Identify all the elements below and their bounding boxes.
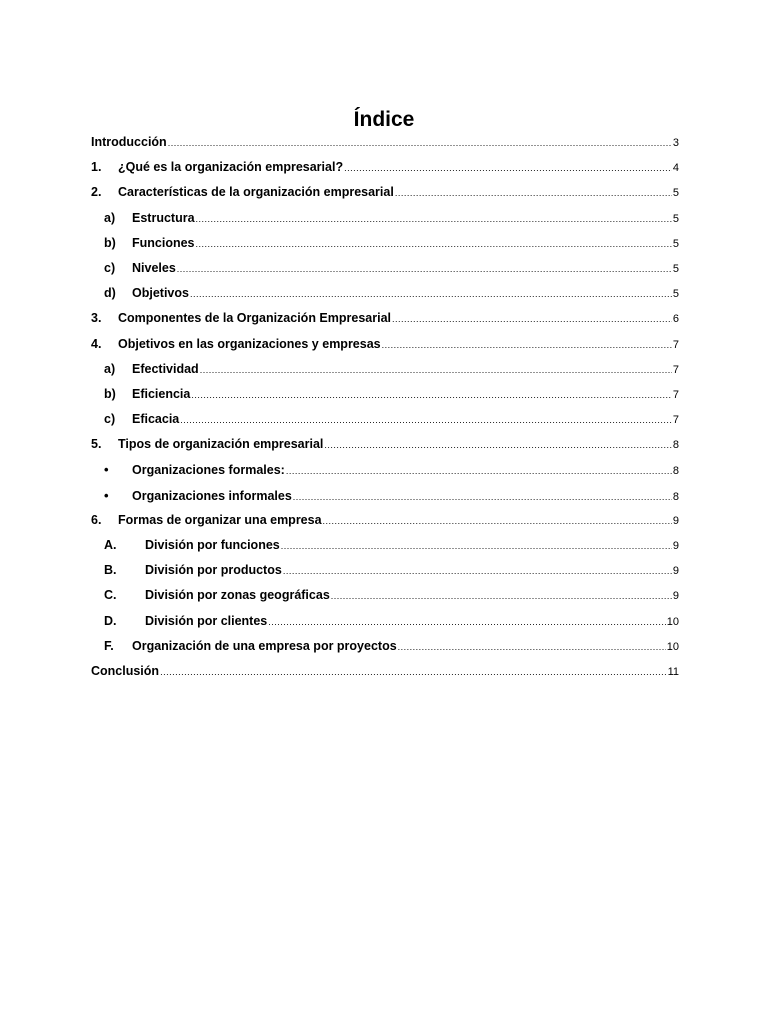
toc-entry-label: Tipos de organización empresarial (118, 437, 324, 452)
dot-leader (196, 206, 672, 232)
toc-entry-number: 5. (91, 437, 102, 452)
toc-page-number: 6 (672, 313, 679, 326)
dot-leader (190, 281, 672, 307)
toc-entry-number: F. (104, 638, 114, 653)
toc-entry-number: a) (104, 210, 116, 225)
toc-page-number: 9 (672, 540, 679, 552)
dot-leader (286, 458, 672, 484)
toc-page-number: 5 (672, 212, 679, 225)
toc-page-number: 7 (672, 338, 679, 351)
toc-entry-3[interactable] (91, 306, 679, 331)
dot-leader (395, 180, 672, 206)
toc-entry-4c[interactable] (91, 407, 679, 432)
toc-entry-number: a) (104, 361, 116, 376)
toc-entry-conclusion[interactable] (91, 659, 679, 684)
toc-entry-label: Formas de organizar una empresa (118, 512, 322, 527)
toc-entry-4a[interactable] (91, 357, 679, 382)
toc-entry-number: c) (104, 260, 116, 275)
toc-entry-label: Eficacia (132, 412, 180, 427)
toc-page-number: 8 (672, 490, 679, 503)
toc-entry-label: División por productos (145, 563, 282, 578)
toc-entry-6a[interactable] (91, 533, 679, 558)
toc-entry-5[interactable] (91, 432, 679, 457)
toc-entry-label: ¿Qué es la organización empresarial? (118, 160, 344, 175)
toc-page-number: 5 (672, 187, 679, 200)
toc-entry-label: Niveles (132, 260, 176, 275)
toc-page-number: 5 (672, 262, 679, 275)
toc-entry-number: b) (104, 386, 116, 401)
toc-entry-label: División por funciones (145, 538, 280, 552)
toc-entry-number: b) (104, 235, 116, 250)
toc-entry-6c[interactable] (91, 583, 679, 608)
toc-entry-2d[interactable] (91, 281, 679, 306)
toc-page-number: 5 (672, 237, 679, 250)
toc-entry-2c[interactable] (91, 256, 679, 281)
toc-entry-2a[interactable] (91, 206, 679, 231)
dot-leader (168, 130, 672, 156)
toc-entry-introduccion[interactable] (91, 130, 679, 155)
toc-entry-label: División por clientes (145, 613, 268, 628)
toc-page-number: 7 (672, 388, 679, 401)
toc-page-number: 3 (672, 137, 679, 149)
toc-page-number: 10 (666, 640, 679, 653)
dot-leader (281, 533, 672, 559)
toc-entry-6b[interactable] (91, 558, 679, 583)
table-of-contents (91, 130, 679, 684)
dot-leader (331, 583, 672, 609)
dot-leader (293, 484, 672, 510)
bullet-icon: • (104, 487, 109, 503)
toc-entry-1[interactable] (91, 155, 679, 180)
toc-entry-number: 4. (91, 336, 102, 351)
dot-leader (196, 231, 672, 257)
toc-page-number: 9 (672, 565, 679, 578)
dot-leader (382, 332, 672, 358)
toc-entry-number: C. (104, 588, 117, 603)
toc-entry-label: Estructura (132, 210, 195, 225)
toc-entry-label: Organizaciones formales: (132, 463, 285, 478)
toc-page-number: 4 (672, 162, 679, 175)
toc-entry-number: D. (104, 613, 117, 628)
toc-entry-number: 1. (91, 160, 102, 175)
toc-entry-number: 3. (91, 311, 102, 326)
dot-leader (180, 407, 672, 433)
toc-entry-5-bullet-1[interactable] (91, 457, 679, 482)
toc-entry-2b[interactable] (91, 231, 679, 256)
toc-entry-6[interactable] (91, 508, 679, 533)
dot-leader (323, 508, 672, 534)
toc-page-number: 9 (672, 590, 679, 603)
toc-entry-number: c) (104, 412, 116, 427)
toc-entry-6d[interactable] (91, 609, 679, 634)
toc-page-number: 8 (672, 465, 679, 478)
toc-entry-label: Efectividad (132, 361, 199, 376)
dot-leader (200, 357, 672, 383)
toc-entry-label: Eficiencia (132, 386, 191, 401)
toc-entry-5-bullet-2[interactable] (91, 483, 679, 508)
toc-page-number: 10 (666, 615, 679, 628)
dot-leader (177, 256, 672, 282)
toc-page-number: 7 (672, 363, 679, 376)
toc-entry-number: 2. (91, 185, 102, 200)
dot-leader (344, 155, 672, 181)
toc-page-number: 7 (672, 414, 679, 427)
toc-entry-label: Funciones (132, 235, 195, 250)
toc-page-number: 5 (672, 288, 679, 301)
toc-entry-label: Organización de una empresa por proyectos (132, 638, 397, 653)
toc-entry-number: B. (104, 563, 117, 578)
toc-entry-4[interactable] (91, 332, 679, 357)
toc-page-number: 9 (672, 514, 679, 527)
toc-entry-label: Introducción (91, 135, 167, 149)
toc-entry-label: Organizaciones informales (132, 488, 292, 503)
toc-title: Índice (353, 108, 415, 131)
toc-entry-label: Características de la organización empresarial (118, 185, 394, 200)
dot-leader (283, 558, 672, 584)
toc-entry-6f[interactable] (91, 634, 679, 659)
dot-leader (398, 634, 666, 660)
dot-leader (392, 306, 672, 332)
toc-page-number: 11 (667, 665, 679, 678)
toc-entry-label: Objetivos en las organizaciones y empresas (118, 336, 381, 351)
toc-entry-4b[interactable] (91, 382, 679, 407)
toc-entry-number: A. (104, 538, 117, 552)
toc-entry-2[interactable] (91, 180, 679, 205)
dot-leader (160, 659, 667, 685)
toc-entry-number: 6. (91, 512, 102, 527)
toc-entry-number: d) (104, 286, 116, 301)
toc-entry-label: Conclusión (91, 663, 160, 678)
toc-page-number: 8 (672, 439, 679, 452)
dot-leader (191, 382, 672, 408)
toc-entry-label: Componentes de la Organización Empresarial (118, 311, 391, 326)
dot-leader (324, 432, 671, 458)
toc-entry-label: División por zonas geográficas (145, 588, 330, 603)
bullet-icon: • (104, 462, 109, 478)
dot-leader (268, 609, 665, 635)
toc-entry-label: Objetivos (132, 286, 189, 301)
